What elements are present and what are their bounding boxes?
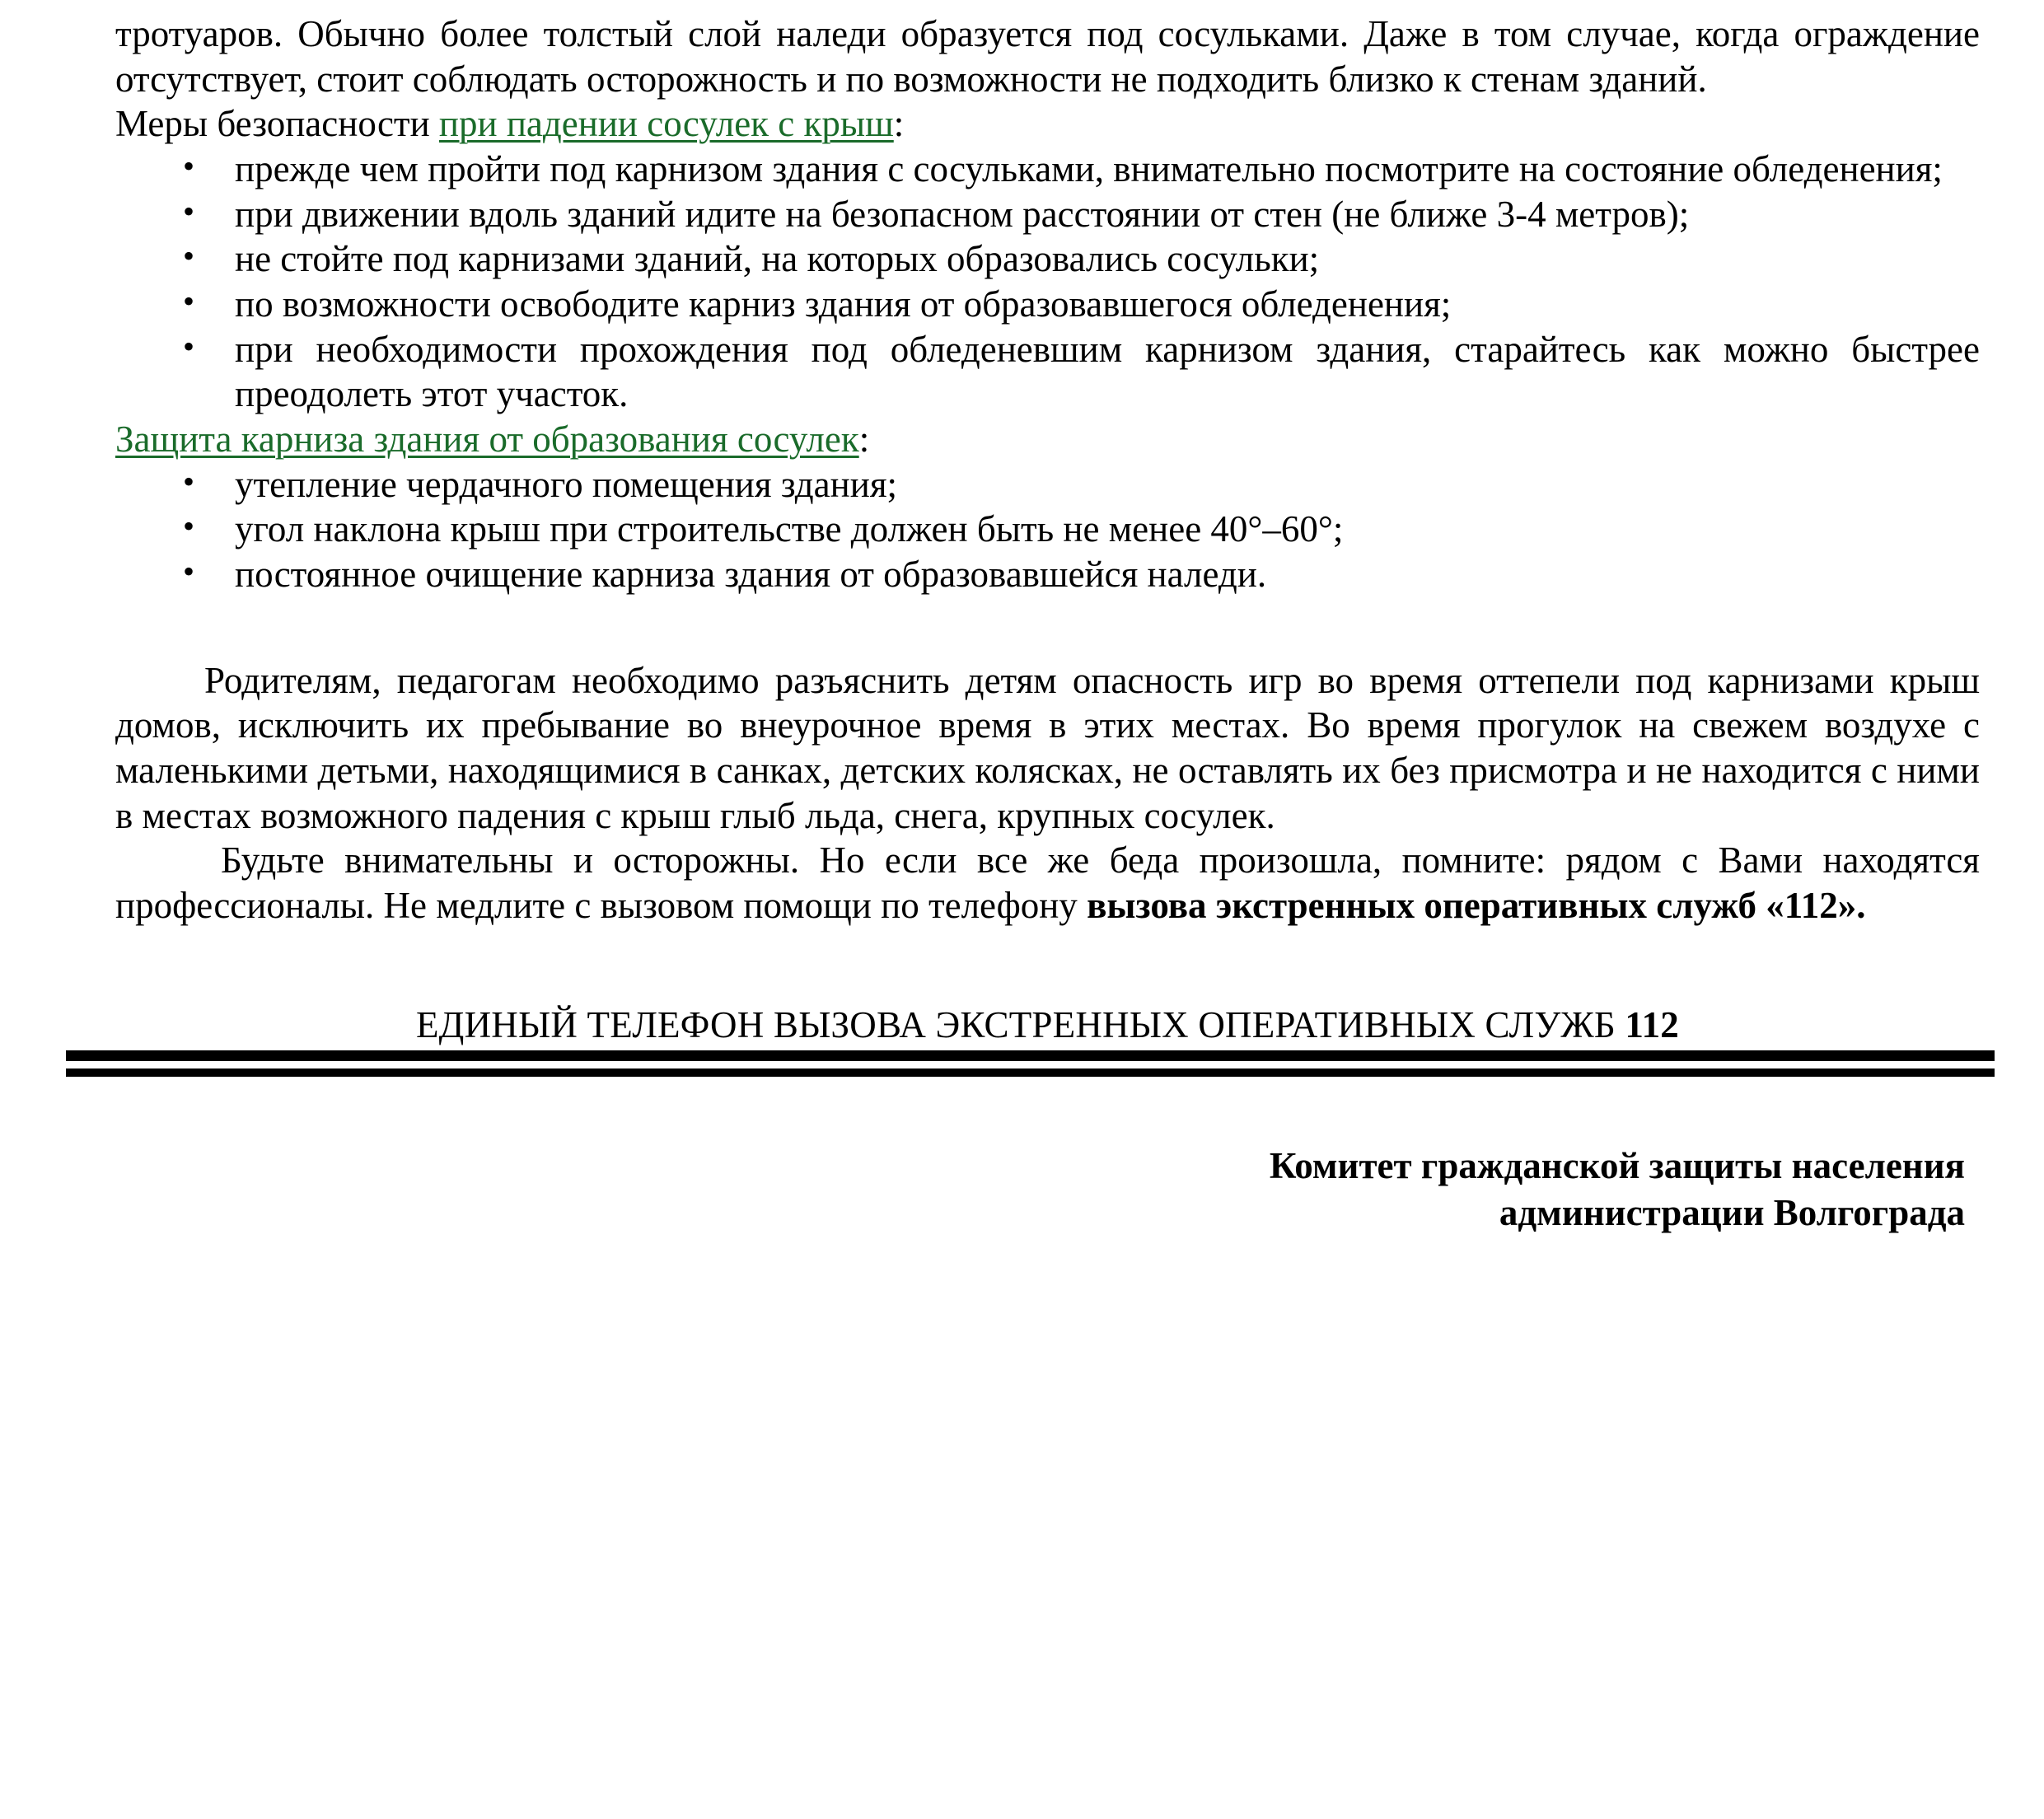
section-two-heading-link[interactable]: Защита карниза здания от образования сосулек xyxy=(115,419,859,461)
signature-block xyxy=(115,1143,1980,1237)
list-item-text: • угол наклона крыш при строительстве должен быть не менее 40°–60°; xyxy=(235,508,1344,550)
section-one-heading xyxy=(115,101,1980,147)
opening-paragraph: тротуаров. Обычно более толстый слой наледи образуется под сосульками. Даже в том случае, когда ограждение отсутствует, стоит соблюдать осторожность и по возможности не подходить близко к стенам зданий. xyxy=(115,13,1980,100)
list-item-text: • утепление чердачного помещения здания; xyxy=(235,463,898,505)
list-item-text: • не стойте под карнизами зданий, на которых образовались сосульки; xyxy=(235,238,1320,280)
list-item xyxy=(115,552,1980,597)
section-spacer xyxy=(115,597,1980,658)
emergency-banner-text xyxy=(115,1004,1980,1047)
emergency-banner-number: 112 xyxy=(1625,1003,1680,1045)
section-two-heading-suffix: : xyxy=(858,419,870,461)
list-item-text: • прежде чем пройти под карнизом здания с сосульками, внимательно посмотрите на состояние обледенения; xyxy=(235,148,1943,190)
paragraph-parents: Родителям, педагогам необходимо разъяснить детям опасность игр во время оттепели под карнизами крыш домов, исключить их пребывание во внеурочное время в этих местах. Во время прогулок на свежем воздухе с маленькими детьми, находящимися в санках, детских колясках, не оставлять их без присмотра и не находится с ними в местах возможного падения с крыш глыб льда, снега, крупных сосулек. xyxy=(115,659,1980,836)
list-item xyxy=(115,507,1980,552)
list-item xyxy=(115,192,1980,237)
paragraph-final xyxy=(115,838,1980,928)
section-one-heading-link[interactable]: при падении сосулек с крыш xyxy=(438,103,894,145)
list-item-text: • при необходимости прохождения под обледеневшим карнизом здания, старайтесь как можно быстрее преодолеть этот участок. xyxy=(235,328,1980,415)
double-rule xyxy=(66,1050,1995,1077)
list-item xyxy=(115,236,1980,282)
section-two-heading xyxy=(115,417,1980,462)
paragraph-final-regular: Будьте внимательны и осторожны. Но если все же беда произошла, помните: рядом с Вами находятся профессионалы. Не медлите с вызовом помощи по телефону xyxy=(115,839,1980,927)
signature-line-2: администрации Волгограда xyxy=(1499,1191,1965,1233)
rule-gap xyxy=(66,1061,1995,1068)
section-two-bullet-list xyxy=(115,462,1980,597)
list-item xyxy=(115,282,1980,327)
section-one-bullet-list xyxy=(115,147,1980,417)
paragraph-final-bold: вызова экстренных оперативных служб «112». xyxy=(1087,885,1866,927)
emergency-banner-label: ЕДИНЫЙ ТЕЛЕФОН ВЫЗОВА ЭКСТРЕННЫХ ОПЕРАТИВНЫХ СЛУЖБ xyxy=(415,1003,1625,1045)
list-item-text: • постоянное очищение карниза здания от образовавшейся наледи. xyxy=(235,554,1267,596)
list-item-text: • по возможности освободите карниз здания от образовавшегося обледенения; xyxy=(235,283,1452,325)
emergency-banner xyxy=(115,1004,1980,1077)
list-item xyxy=(115,462,1980,507)
list-item xyxy=(115,147,1980,192)
rule-thin xyxy=(66,1068,1995,1077)
signature-line-1: Комитет гражданской защиты населения xyxy=(1269,1144,1965,1186)
list-item-text: • при движении вдоль зданий идите на безопасном расстоянии от стен (не ближе 3-4 метров); xyxy=(235,193,1690,235)
section-one-heading-prefix: Меры безопасности xyxy=(115,103,439,145)
list-item xyxy=(115,327,1980,417)
rule-thick xyxy=(66,1050,1995,1061)
section-one-heading-suffix: : xyxy=(893,103,905,145)
